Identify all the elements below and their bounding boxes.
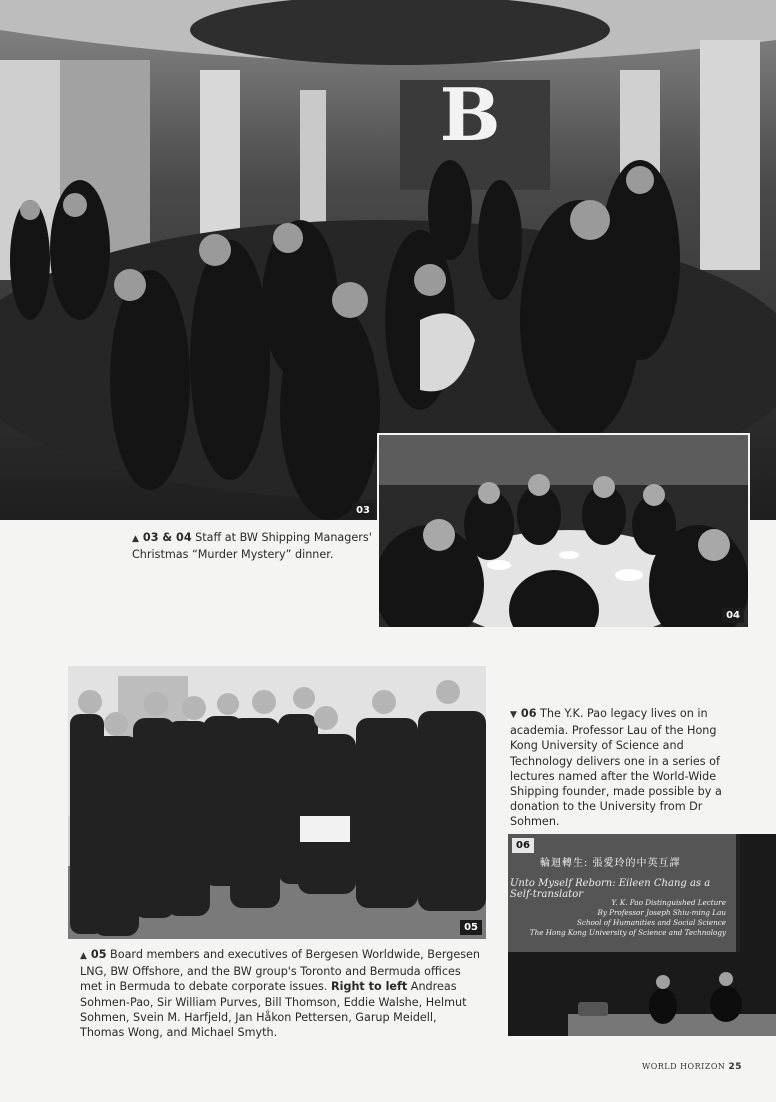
caption-text: Staff at BW Shipping Managers' Christmas “Murder Mystery” dinner. [132, 531, 372, 562]
caption-06 [510, 706, 742, 830]
slide-line: By Professor Joseph Shiu-ming Lau [597, 908, 726, 917]
photo-number-05: 05 [460, 920, 482, 935]
caption-bold-label: Right to left [331, 980, 408, 994]
page-number: 25 [728, 1062, 742, 1072]
caption-number: 05 [90, 948, 107, 961]
publication-name: WORLD HORIZON [642, 1062, 726, 1071]
caption-05 [80, 947, 482, 1040]
page-footer [642, 1062, 742, 1072]
slide-subtitle: Unto Myself Reborn: Eileen Chang as a Self-translator [510, 878, 711, 900]
caption-text: The Y.K. Pao legacy lives on in academia. Professor Lau of the Hong Kong University of Science and Technology delivers one in a series of lectures named after the World-Wide Shipping founder, made possible by a donation to the University from Dr Sohmen. [510, 707, 722, 829]
photo-number-04: 04 [722, 608, 744, 623]
slide-line: Y. K. Pao Distinguished Lecture [611, 898, 726, 907]
slide-line: School of Humanities and Social Science [576, 918, 726, 927]
photo-06-lecture [508, 834, 776, 1036]
slide-title: 輪迴轉生: 張愛玲的中英互譯 [540, 858, 681, 869]
triangle-down-icon: ▼ [510, 710, 517, 720]
photo-number-03: 03 [352, 503, 374, 518]
caption-names: Andreas Sohmen-Pao, Sir William Purves, Bill Thomson, Eddie Walshe, Helmut Sohmen, Svein M. Harfjeld, Jan Håkon Pettersen, Garup Meidell, Thomas Wong, and Michael Smyth. [80, 980, 467, 1040]
triangle-up-icon: ▲ [80, 951, 87, 961]
caption-number: 06 [520, 707, 537, 720]
caption-number: 03 & 04 [142, 531, 192, 544]
photo-04-dinner [377, 433, 750, 629]
photo-number-06: 06 [512, 838, 534, 853]
caption-03-04 [132, 530, 372, 562]
caption-text: Board members and executives of Bergesen Worldwide, Bergesen LNG, BW Offshore, and the BW group's Toronto and Bermuda offices met in Bermuda to debate corporate issues. [80, 948, 481, 994]
svg-text:B: B [439, 72, 501, 157]
triangle-up-icon: ▲ [132, 534, 139, 544]
slide-line: The Hong Kong University of Science and Technology [529, 928, 726, 937]
photo-05-board-group [68, 666, 486, 939]
